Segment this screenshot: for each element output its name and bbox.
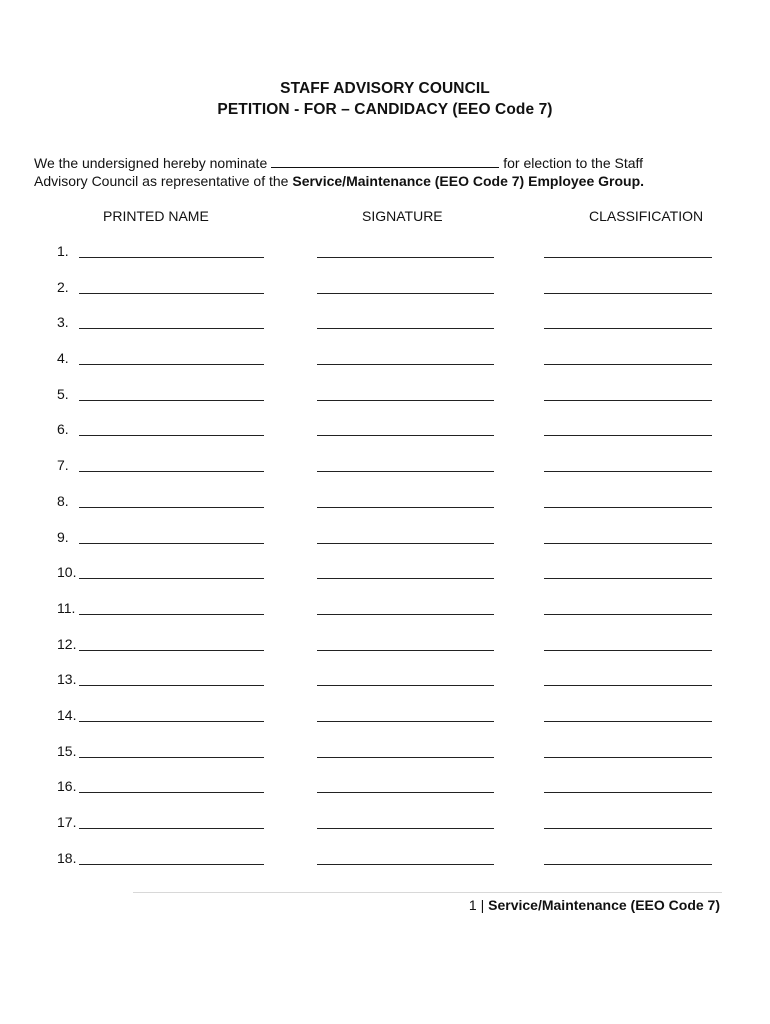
signature-blank[interactable]	[317, 828, 494, 829]
printed-name-blank[interactable]	[79, 435, 264, 436]
title-block	[0, 78, 770, 120]
signature-blank[interactable]	[317, 257, 494, 258]
classification-blank[interactable]	[544, 721, 712, 722]
signature-blank[interactable]	[317, 293, 494, 294]
row-number: 6.	[57, 421, 69, 438]
signature-row	[0, 706, 770, 742]
signature-blank[interactable]	[317, 721, 494, 722]
signature-blank[interactable]	[317, 543, 494, 544]
signature-row	[0, 420, 770, 456]
row-number: 10.	[57, 564, 77, 581]
row-number: 17.	[57, 814, 77, 830]
classification-blank[interactable]	[544, 614, 712, 615]
signature-blank[interactable]	[317, 507, 494, 508]
printed-name-blank[interactable]	[79, 328, 264, 329]
signature-row	[0, 313, 770, 349]
signature-blank[interactable]	[317, 650, 494, 651]
row-number: 12.	[57, 635, 77, 652]
row-number: 4.	[57, 350, 69, 367]
column-header-signature: SIGNATURE	[362, 208, 443, 224]
classification-blank[interactable]	[544, 650, 712, 651]
signature-row	[0, 849, 770, 885]
printed-name-blank[interactable]	[79, 828, 264, 829]
employee-group-text: Service/Maintenance (EEO Code 7) Employee Group.	[292, 173, 645, 189]
printed-name-blank[interactable]	[79, 471, 264, 472]
classification-blank[interactable]	[544, 328, 712, 329]
row-number: 7.	[57, 457, 69, 474]
page-number: 1	[468, 897, 477, 913]
row-number: 11.	[57, 599, 76, 616]
column-header-printed-name: PRINTED NAME	[103, 208, 209, 224]
signature-blank[interactable]	[317, 757, 494, 758]
signature-row	[0, 777, 770, 813]
printed-name-blank[interactable]	[79, 364, 264, 365]
nomination-text-start: We the undersigned hereby nominate	[34, 155, 268, 171]
signature-blank[interactable]	[317, 400, 494, 401]
printed-name-blank[interactable]	[79, 864, 264, 865]
printed-name-blank[interactable]	[79, 721, 264, 722]
classification-blank[interactable]	[544, 578, 712, 579]
printed-name-blank[interactable]	[79, 792, 264, 793]
classification-blank[interactable]	[544, 435, 712, 436]
signature-blank[interactable]	[317, 435, 494, 436]
classification-blank[interactable]	[544, 471, 712, 472]
signature-row	[0, 456, 770, 492]
printed-name-blank[interactable]	[79, 614, 264, 615]
signature-row	[0, 599, 770, 635]
signature-row	[0, 528, 770, 564]
row-number: 16.	[57, 778, 77, 795]
classification-blank[interactable]	[544, 864, 712, 865]
signature-blank[interactable]	[317, 614, 494, 615]
document-title: STAFF ADVISORY COUNCIL	[280, 80, 490, 97]
signature-row	[0, 742, 770, 778]
signature-blank[interactable]	[317, 328, 494, 329]
page-footer	[469, 896, 720, 914]
footer-label: Service/Maintenance (EEO Code 7)	[488, 897, 720, 913]
signature-row	[0, 670, 770, 706]
row-number: 18.	[57, 849, 77, 866]
signature-row	[0, 242, 770, 278]
printed-name-blank[interactable]	[79, 578, 264, 579]
printed-name-blank[interactable]	[79, 400, 264, 401]
signature-row	[0, 563, 770, 599]
classification-blank[interactable]	[544, 507, 712, 508]
signature-row	[0, 385, 770, 421]
classification-blank[interactable]	[544, 792, 712, 793]
printed-name-blank[interactable]	[79, 507, 264, 508]
signature-row	[0, 635, 770, 671]
classification-blank[interactable]	[544, 543, 712, 544]
signature-blank[interactable]	[317, 578, 494, 579]
printed-name-blank[interactable]	[79, 293, 264, 294]
printed-name-blank[interactable]	[79, 257, 264, 258]
printed-name-blank[interactable]	[79, 685, 264, 686]
representative-text: Advisory Council as representative of the	[34, 173, 289, 189]
nomination-line-2	[34, 172, 754, 190]
signature-row	[0, 813, 770, 849]
signature-blank[interactable]	[317, 471, 494, 472]
nomination-text-end: for election to the Staff	[503, 155, 644, 171]
printed-name-blank[interactable]	[79, 757, 264, 758]
row-number: 13.	[57, 671, 77, 688]
document-subtitle: PETITION - FOR – CANDIDACY (EEO Code 7)	[217, 101, 553, 118]
signature-row	[0, 492, 770, 528]
row-number: 5.	[57, 385, 69, 402]
signature-row	[0, 278, 770, 314]
row-number: 2.	[57, 278, 69, 295]
row-number: 14.	[57, 706, 77, 723]
row-number: 1.	[57, 243, 69, 259]
signature-blank[interactable]	[317, 792, 494, 793]
row-number: 9.	[57, 528, 69, 545]
classification-blank[interactable]	[544, 757, 712, 758]
classification-blank[interactable]	[544, 293, 712, 294]
signature-blank[interactable]	[317, 685, 494, 686]
signature-blank[interactable]	[317, 364, 494, 365]
nomination-line-1	[34, 154, 754, 172]
row-number: 15.	[57, 742, 77, 759]
classification-blank[interactable]	[544, 400, 712, 401]
footer-divider	[133, 892, 722, 893]
signature-rows	[0, 242, 770, 884]
signature-row	[0, 349, 770, 385]
classification-blank[interactable]	[544, 257, 712, 258]
classification-blank[interactable]	[544, 828, 712, 829]
printed-name-blank[interactable]	[79, 650, 264, 651]
classification-blank[interactable]	[544, 364, 712, 365]
footer-separator: |	[480, 897, 485, 913]
column-header-classification: CLASSIFICATION	[589, 208, 704, 224]
classification-blank[interactable]	[544, 685, 712, 686]
printed-name-blank[interactable]	[79, 543, 264, 544]
row-number: 3.	[57, 314, 69, 331]
nomination-statement	[34, 154, 754, 190]
row-number: 8.	[57, 492, 69, 509]
nominee-name-blank[interactable]	[271, 154, 499, 168]
signature-blank[interactable]	[317, 864, 494, 865]
